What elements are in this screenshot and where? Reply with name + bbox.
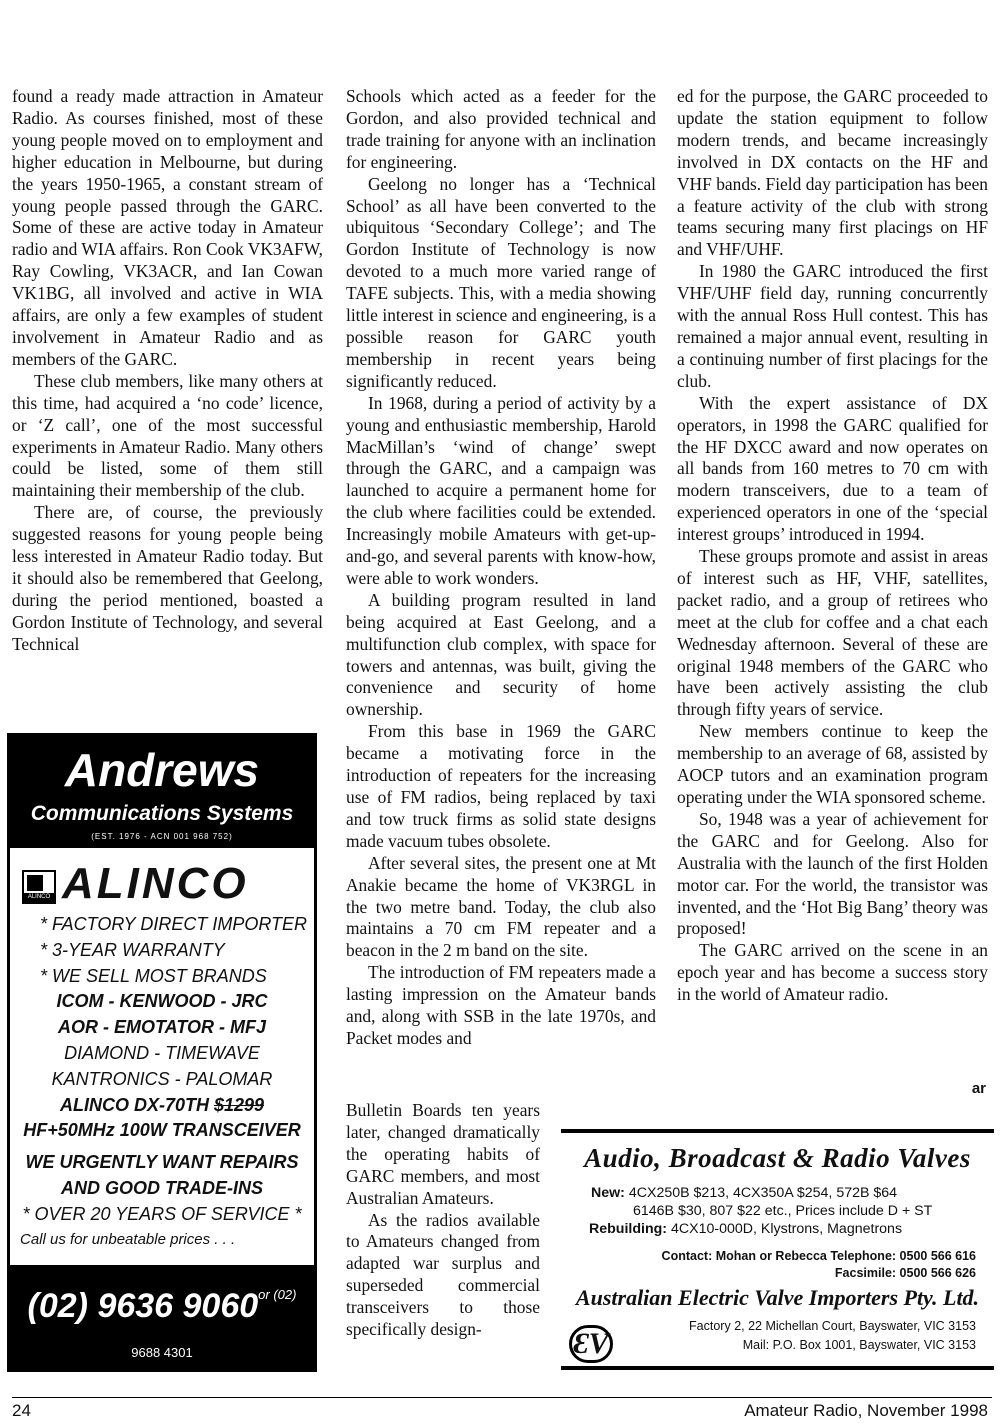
ad-line: DIAMOND - TIMEWAVE bbox=[64, 1042, 260, 1063]
valves-facsimile: Facsimile: 0500 566 626 bbox=[834, 1266, 976, 1280]
article-column-1 bbox=[12, 86, 323, 656]
rebuild-text: 4CX10-000D, Klystrons, Magnetrons bbox=[670, 1221, 903, 1237]
aev-logo-icon: ƐV bbox=[569, 1325, 613, 1363]
divider bbox=[561, 1366, 994, 1370]
paragraph: These groups promote and assist in areas of interest such as HF, VHF, satellites, packet radio, and a group of retirees who meet at the club for coffee and a chat each Wednesday afternoon. Several of these are original 1948 members of the GARC who have been actively assisting the club through fifty years of service. bbox=[677, 546, 988, 720]
article-end-mark: ar bbox=[971, 1080, 986, 1097]
valves-new-line-2: 6146B $30, 807 $22 etc., Prices include D + ST bbox=[633, 1203, 933, 1219]
ad-line: * WE SELL MOST BRANDS bbox=[40, 965, 267, 986]
rebuild-label: Rebuilding: bbox=[589, 1221, 668, 1237]
magazine-issue: Amateur Radio, November 1998 bbox=[744, 1401, 988, 1420]
paragraph: ed for the purpose, the GARC proceeded to update the station equipment to follow modern trends, and became increasingly involved in DX contacts on the HF and VHF bands. Field day participation has been a feature activity of the club with strong teams securing many first placings on HF and VHF/UHF. bbox=[677, 86, 988, 260]
paragraph: Geelong no longer has a ‘Technical School’ as all have been converted to the ubiquitous ‘Secondary College’; and The Gordon Institute of Technology is now devoted to a much more varied range of TAFE subjects. This, with a media showing little interest in science and engineering, is a possible reason for GARC youth membership in recent years being significantly reduced. bbox=[346, 173, 656, 391]
ad-line: AND GOOD TRADE-INS bbox=[61, 1177, 263, 1198]
paragraph: With the expert assistance of DX operators, in 1998 the GARC qualified for the HF DXCC award and now operates on all bands from 160 metres to 70 cm with modern transceivers, due to a team of experienced operators in one of the ‘special interest groups’ introduced in 1994. bbox=[677, 392, 988, 545]
paragraph: There are, of course, the previously suggested reasons for young people being less interested in Amateur Radio today. But it should also be remembered that Geelong, during the period mentioned, boasted a Gordon Institute of Technology, and several Technical bbox=[12, 502, 323, 654]
valves-address: Mail: P.O. Box 1001, Bayswater, VIC 3153 bbox=[742, 1338, 976, 1352]
paragraph: So, 1948 was a year of achievement for the GARC and for Geelong. Also for Australia with the launch of the first Holden motor car. For the world, the transistor was invented, and the ‘Hot Big Bang’ theory was proposed! bbox=[677, 808, 988, 939]
ad-established: (EST. 1976 - ACN 001 968 752) bbox=[91, 832, 233, 841]
ad-line: * OVER 20 YEARS OF SERVICE * bbox=[22, 1203, 302, 1224]
valves-new-line bbox=[591, 1184, 897, 1202]
dx70-price: $1299 bbox=[213, 1094, 265, 1115]
ad-address: SHOP 8, 41 BATHURST ST, GREYSTANES. bbox=[33, 1377, 291, 1391]
paragraph: A building program resulted in land being acquired at East Geelong, and a multifunction club complex, with space for towers and antennas, was built, giving the convenience and security of home ownership. bbox=[346, 589, 656, 720]
valves-contact: Contact: Mohan or Rebecca Telephone: 0500 566 616 bbox=[661, 1249, 976, 1263]
paragraph: The introduction of FM repeaters made a lasting impression on the Amateur bands and, along with SSB in the late 1970s, and Packet modes and bbox=[346, 962, 656, 1048]
paragraph: The GARC arrived on the scene in an epoch year and has become a success story in the world of Amateur radio. bbox=[677, 940, 988, 1005]
ad-subtitle: Communications Systems bbox=[30, 802, 294, 825]
footer-rule bbox=[12, 1397, 992, 1398]
alinco-logo-row bbox=[22, 859, 314, 908]
paragraph: These club members, like many others at this time, had acquired a ‘no code’ licence, or ‘Z call’, one of the most successful experiments in Amateur Radio. Many others could be listed, some of them still maintaining their membership of the club. bbox=[12, 370, 323, 501]
phone-number: (02) 9636 9060 bbox=[27, 1287, 259, 1325]
paragraph: As the radios available to Amateurs changed from adapted war surplus and superseded commercial transceivers to those specifically design- bbox=[346, 1209, 540, 1340]
ad-line: HF+50MHz 100W TRANSCEIVER bbox=[23, 1120, 301, 1141]
article-column-2 bbox=[346, 86, 656, 1050]
valves-rebuild-line bbox=[589, 1220, 902, 1238]
valves-advertisement bbox=[561, 1129, 994, 1370]
ad-line: WE URGENTLY WANT REPAIRS bbox=[25, 1152, 299, 1173]
article-column-2-continued bbox=[346, 1100, 540, 1341]
paragraph: New members continue to keep the membership to an average of 68, assisted by AOCP tutors and an examination program operating under the WIA sponsored scheme. bbox=[677, 721, 988, 807]
ad-line: * 3-YEAR WARRANTY bbox=[40, 939, 225, 960]
ad-header bbox=[10, 736, 314, 848]
new-text: 4CX250B $213, 4CX350A $254, 572B $64 bbox=[628, 1185, 898, 1201]
paragraph: In 1968, during a period of activity by a young and enthusiastic membership, Harold MacMillan’s ‘wind of change’ swept through the GARC, and a campaign was launched to acquire a permanent home for the club where facilities could be extended. Increasingly mobile Amateurs with get-up-and-go, and several parents with know-how, were able to work wonders. bbox=[346, 392, 656, 588]
alinco-logo-icon bbox=[22, 870, 56, 904]
ad-phone bbox=[10, 1275, 314, 1373]
paragraph: In 1980 the GARC introduced the first VHF/UHF field day, running concurrently with the annual Ross Hull contest. This has remained a major annual event, resulting in a continuing number of first placings for the club. bbox=[677, 261, 988, 391]
valves-company: Australian Electric Valve Importers Pty. Ltd. bbox=[575, 1285, 980, 1310]
valves-address: Factory 2, 22 Michellan Court, Bayswater, VIC 3153 bbox=[689, 1319, 976, 1333]
ad-line: * FACTORY DIRECT IMPORTER bbox=[40, 914, 308, 934]
divider bbox=[561, 1129, 994, 1133]
alinco-wordmark: ALINCO bbox=[62, 859, 249, 908]
ad-line: AOR - EMOTATOR - MFJ bbox=[58, 1017, 266, 1038]
ad-address: N.S.W. 2145. FAX (02) 9688 1995 bbox=[63, 1399, 261, 1413]
dx70-model: ALINCO DX-70TH bbox=[59, 1094, 209, 1115]
new-label: New: bbox=[591, 1185, 625, 1201]
paragraph: After several sites, the present one at Mt Anakie became the home of VK3RGL in the two metre band. Today, the club also maintains a 70 cm FM repeater and a beacon in the 2 m band on the site. bbox=[346, 852, 656, 961]
ad-line: KANTRONICS - PALOMAR bbox=[51, 1068, 273, 1089]
paragraph: found a ready made attraction in Amateur Radio. As courses finished, most of these young people moved on to employment and higher education in Melbourne, but during the years 1950-1965, a constant stream of young people passed through the GARC. Some of these are active today in Amateur radio and WIA affairs. Ron Cook VK3AFW, Ray Cowling, VK3ACR, and Ian Cowan VK1BG, all involved and active in WIA affairs, are only a few examples of student involvement in Amateur Radio and as members of the GARC. bbox=[12, 86, 323, 369]
ad-line: Call us for unbeatable prices . . . bbox=[20, 1230, 236, 1248]
paragraph: Schools which acted as a feeder for the Gordon, and also provided technical and trade training for anyone with an inclination for engineering. bbox=[346, 86, 656, 172]
ad-line bbox=[10, 1093, 314, 1119]
alinco-logo-caption: ALINCO bbox=[24, 893, 54, 902]
paragraph: From this base in 1969 the GARC became a motivating force in the introduction of repeaters for the increasing use of FM radios, being replaced by taxi and tow truck firms as solid state designs made vacuum tubes obsolete. bbox=[346, 721, 656, 851]
valves-title: Audio, Broadcast & Radio Valves bbox=[584, 1143, 971, 1173]
phone-alt: 9688 4301 bbox=[131, 1345, 193, 1360]
paragraph: Bulletin Boards ten years later, changed dramatically the operating habits of GARC members, and most Australian Amateurs. bbox=[346, 1100, 540, 1208]
page-number: 24 bbox=[12, 1401, 31, 1420]
ad-brand: Andrews bbox=[64, 744, 260, 796]
article-column-3 bbox=[677, 86, 988, 1006]
phone-alt-label: or (02) bbox=[258, 1287, 297, 1302]
ad-line: ICOM - KENWOOD - JRC bbox=[56, 991, 268, 1012]
